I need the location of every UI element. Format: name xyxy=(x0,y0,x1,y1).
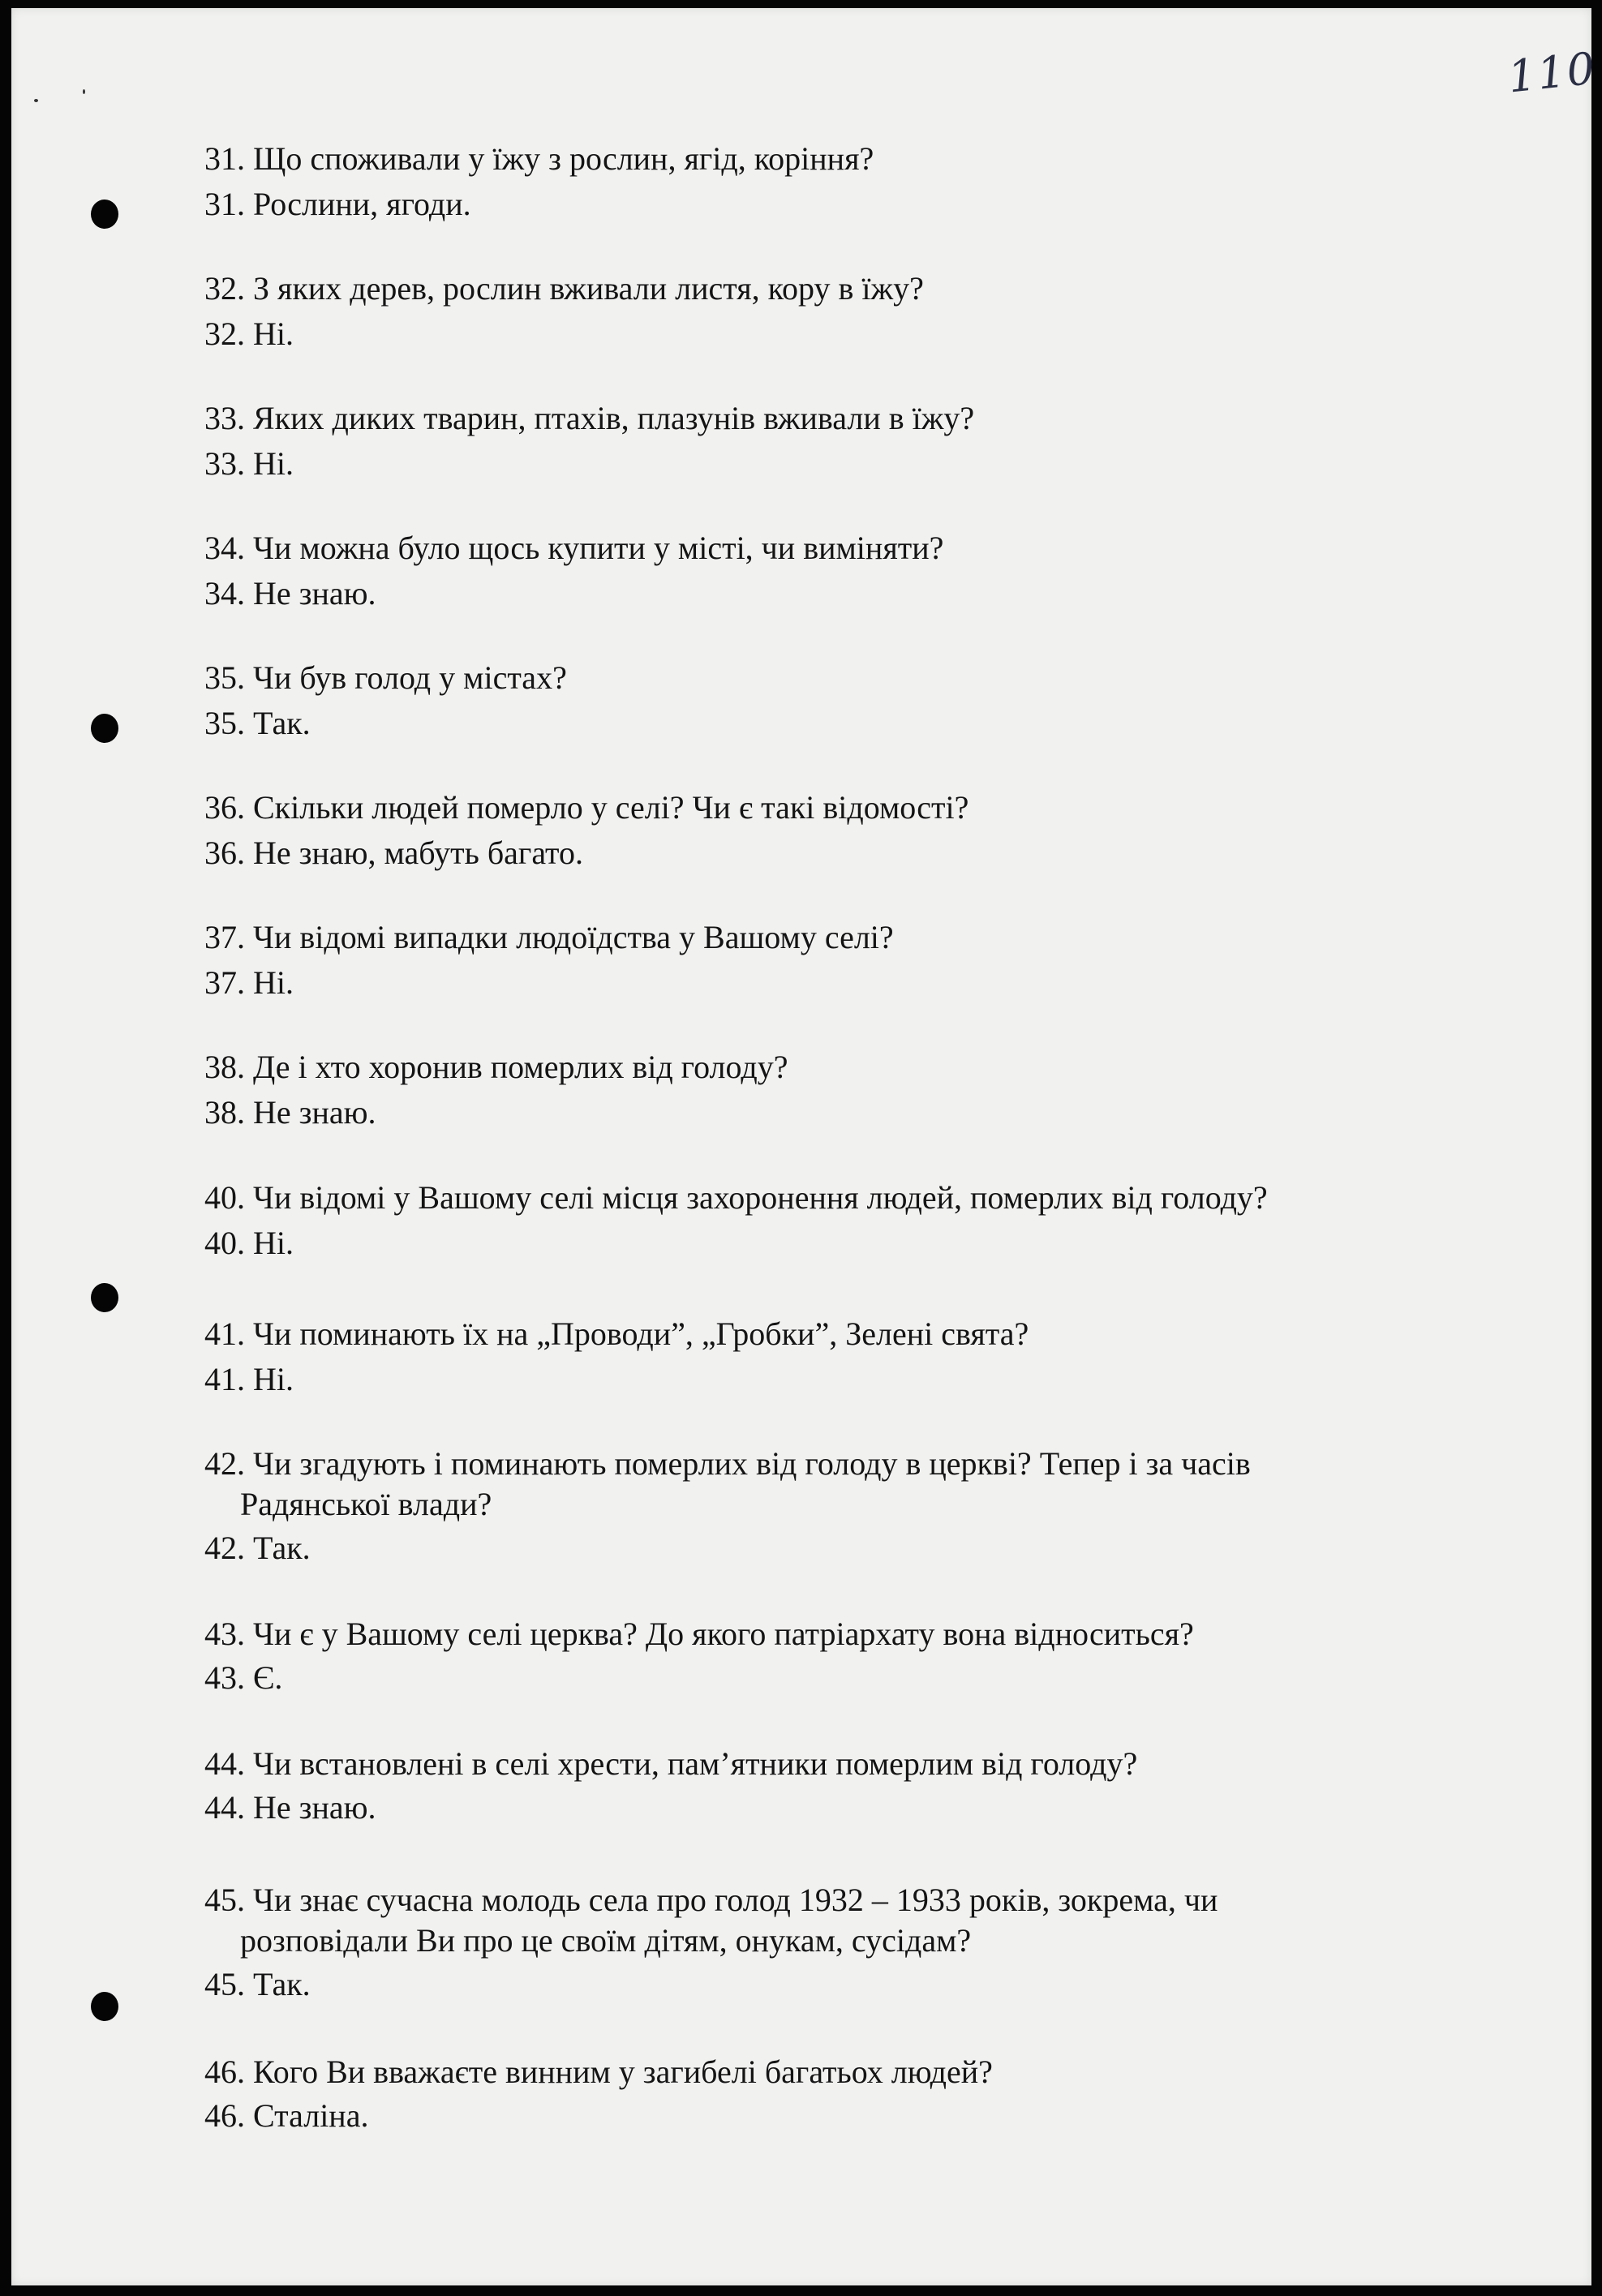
answer: 34. Не знаю. xyxy=(204,575,376,612)
answer: 33. Ні. xyxy=(204,445,294,482)
page-number: 110 xyxy=(1505,42,1600,103)
question: 36. Скільки людей померло у селі? Чи є такі відомості? xyxy=(204,789,969,826)
question-continuation: Радянської влади? xyxy=(240,1486,492,1522)
question: 45. Чи знає сучасна молодь села про голод 1932 – 1933 років, зокрема, чи xyxy=(204,1882,1218,1918)
answer: 38. Не знаю. xyxy=(204,1094,376,1131)
question: 33. Яких диких тварин, птахів, плазунів вживали в їжу? xyxy=(204,400,975,436)
question: 38. Де і хто хоронив померлих від голоду? xyxy=(204,1049,788,1085)
answer: 32. Ні. xyxy=(204,315,294,352)
answer: 45. Так. xyxy=(204,1966,311,2002)
question: 37. Чи відомі випадки людоїдства у Вашому селі? xyxy=(204,919,894,955)
answer: 44. Не знаю. xyxy=(204,1789,376,1826)
question: 31. Що споживали у їжу з рослин, ягід, коріння? xyxy=(204,140,874,177)
question: 40. Чи відомі у Вашому селі місця захоронення людей, померлих від голоду? xyxy=(204,1179,1268,1216)
answer: 43. Є. xyxy=(204,1659,283,1696)
answer: 42. Так. xyxy=(204,1530,311,1566)
answer: 40. Ні. xyxy=(204,1225,294,1261)
question-continuation: розповідали Ви про це своїм дітям, онукам, сусідам? xyxy=(240,1922,972,1959)
question: 44. Чи встановлені в селі хрести, пам’ятники померлим від голоду? xyxy=(204,1745,1138,1782)
question: 46. Кого Ви вважаєте винним у загибелі багатьох людей? xyxy=(204,2054,993,2090)
question: 42. Чи згадують і поминають померлих від голоду в церкві? Тепер і за часів xyxy=(204,1445,1251,1482)
question: 35. Чи був голод у містах? xyxy=(204,659,567,696)
question: 32. З яких дерев, рослин вживали листя, кору в їжу? xyxy=(204,270,924,307)
answer: 36. Не знаю, мабуть багато. xyxy=(204,835,584,871)
qa-list xyxy=(11,8,1591,2285)
question: 43. Чи є у Вашому селі церква? До якого патріархату вона відноситься? xyxy=(204,1616,1194,1652)
answer: 41. Ні. xyxy=(204,1361,294,1397)
answer: 35. Так. xyxy=(204,705,311,741)
document-page xyxy=(11,8,1600,2285)
question: 34. Чи можна було щось купити у місті, чи виміняти? xyxy=(204,530,944,566)
question: 41. Чи поминають їх на „Проводи”, „Гробки”, Зелені свята? xyxy=(204,1315,1029,1352)
answer: 37. Ні. xyxy=(204,964,294,1001)
answer: 31. Рослини, ягоди. xyxy=(204,186,471,222)
answer: 46. Сталіна. xyxy=(204,2097,369,2134)
